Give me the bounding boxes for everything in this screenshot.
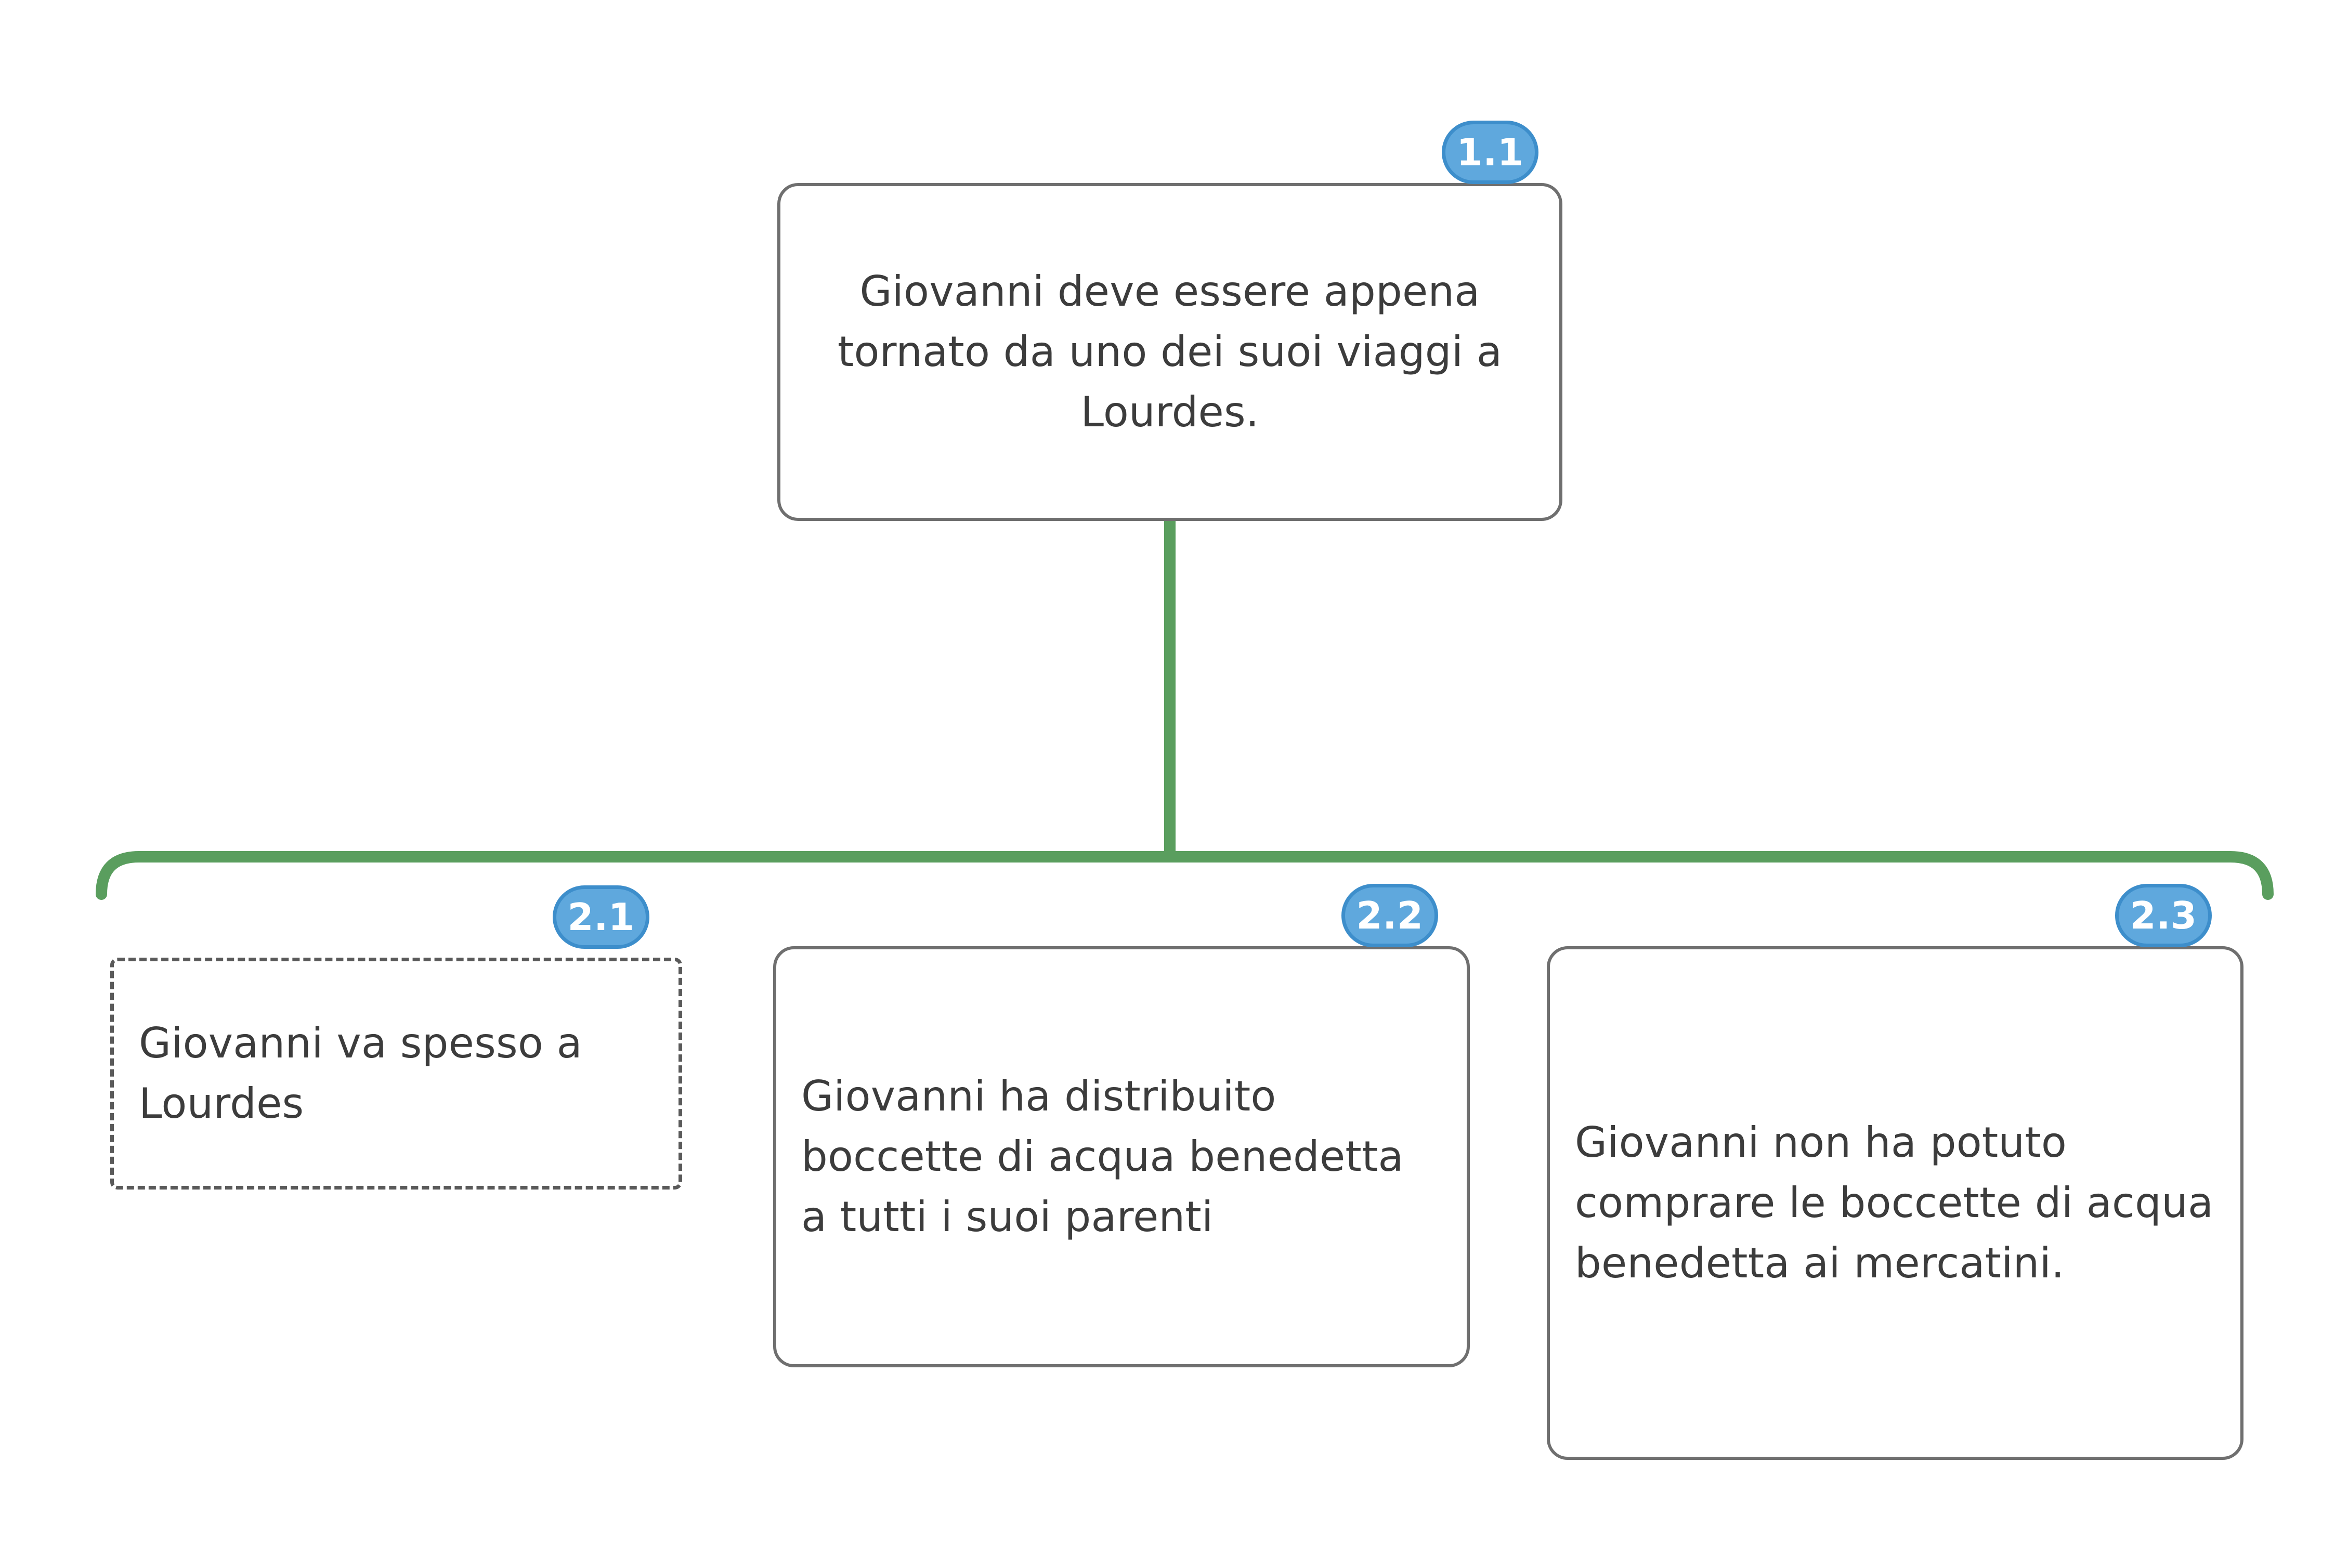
node-2-3-badge[interactable]: 2.3 — [2115, 884, 2212, 947]
node-1-1-text: Giovanni deve essere appena tornato da uno dei suoi viaggi a Lourdes. — [837, 267, 1503, 436]
node-2-1-badge[interactable]: 2.1 — [553, 885, 649, 949]
node-2-2-badge[interactable]: 2.2 — [1341, 884, 1438, 947]
node-2-3[interactable] — [1547, 946, 2243, 1460]
node-2-2[interactable] — [773, 946, 1470, 1367]
node-2-3-text: Giovanni non ha potuto comprare le boccette di acqua benedetta ai mercatini. — [1575, 1118, 2214, 1287]
node-1-1-badge[interactable]: 1.1 — [1442, 121, 1538, 184]
node-2-1-text: Giovanni va spesso a Lourdes — [139, 1019, 582, 1128]
node-2-2-text: Giovanni ha distribuito boccette di acqua benedetta a tutti i suoi parenti — [801, 1072, 1404, 1241]
connector-bus — [101, 857, 2268, 894]
node-1-1[interactable] — [777, 183, 1562, 521]
node-2-1[interactable] — [110, 958, 682, 1190]
